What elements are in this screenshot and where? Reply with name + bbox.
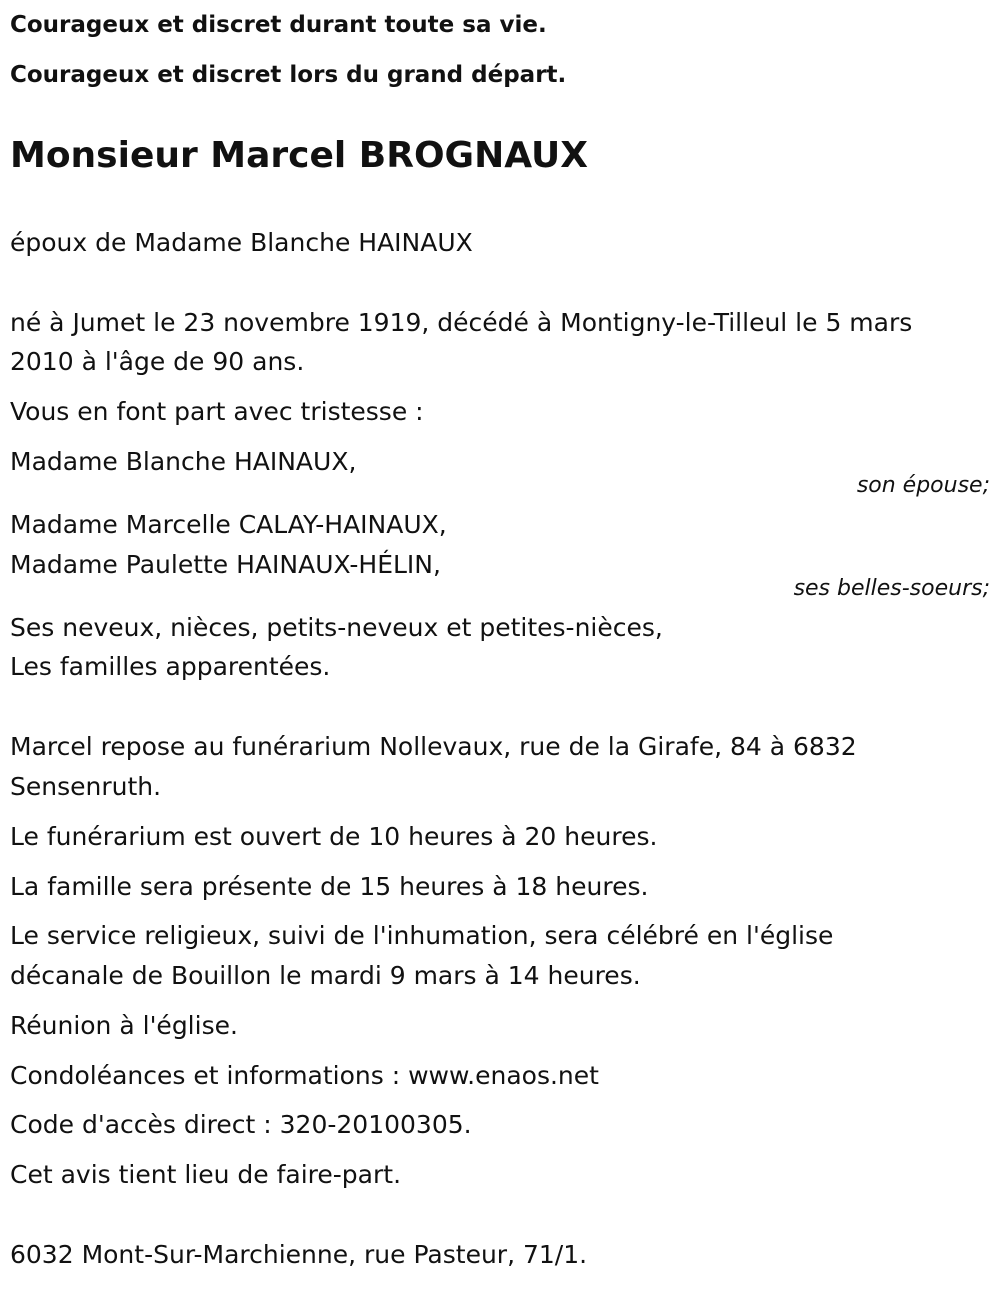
spouse-name: Madame Blanche HAINAUX, xyxy=(10,447,357,476)
sister-in-law-2: Madame Paulette HAINAUX-HÉLIN, xyxy=(10,550,441,579)
address-line: 6032 Mont-Sur-Marchienne, rue Pasteur, 71/1. xyxy=(10,1240,588,1269)
meeting-line: Réunion à l'église. xyxy=(10,1011,238,1040)
sister-in-law-1: Madame Marcelle CALAY-HAINAUX, xyxy=(10,510,447,539)
relatives-line-1: Ses neveux, nièces, petits-neveux et petites-nièces, xyxy=(10,613,663,642)
deceased-name: Monsieur Marcel BROGNAUX xyxy=(10,135,588,176)
relatives-line-2: Les familles apparentées. xyxy=(10,652,331,681)
birth-death-line-1: né à Jumet le 23 novembre 1919, décédé à Montigny-le-Tilleul le 5 mars xyxy=(10,308,913,337)
service-line-1: Le service religieux, suivi de l'inhumation, sera célébré en l'église xyxy=(10,921,834,950)
funerarium-line-1: Marcel repose au funérarium Nollevaux, rue de la Girafe, 84 à 6832 xyxy=(10,732,857,761)
spouse-line: époux de Madame Blanche HAINAUX xyxy=(10,228,473,257)
spouse-role: son épouse; xyxy=(856,473,990,498)
birth-death-line-2: 2010 à l'âge de 90 ans. xyxy=(10,347,305,376)
service-line-2: décanale de Bouillon le mardi 9 mars à 14 heures. xyxy=(10,961,641,990)
announcement-intro: Vous en font part avec tristesse : xyxy=(10,397,424,426)
condolences-line: Condoléances et informations : www.enaos.net xyxy=(10,1061,599,1090)
notice-line: Cet avis tient lieu de faire-part. xyxy=(10,1160,402,1189)
access-code-line: Code d'accès direct : 320-20100305. xyxy=(10,1110,472,1139)
opening-hours: Le funérarium est ouvert de 10 heures à 20 heures. xyxy=(10,822,658,851)
motto-line-2: Courageux et discret lors du grand départ. xyxy=(10,62,567,88)
funerarium-line-2: Sensenruth. xyxy=(10,772,162,801)
family-presence: La famille sera présente de 15 heures à 18 heures. xyxy=(10,872,649,901)
motto-line-1: Courageux et discret durant toute sa vie. xyxy=(10,12,547,38)
sisters-in-law-role: ses belles-soeurs; xyxy=(793,576,990,601)
